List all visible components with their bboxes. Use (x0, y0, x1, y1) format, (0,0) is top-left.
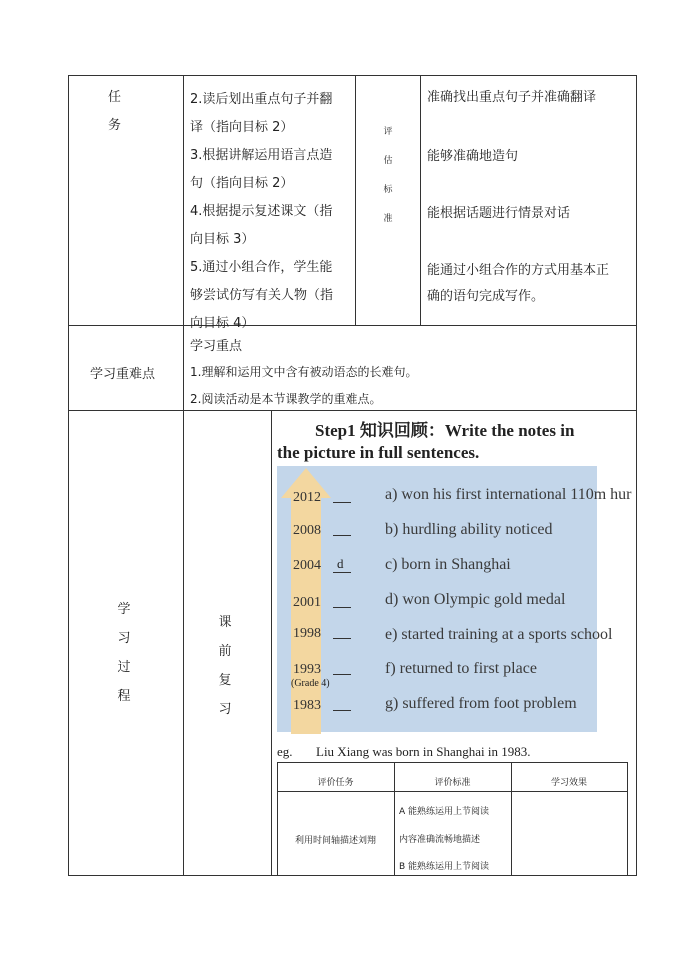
timeline-note: c) born in Shanghai (385, 556, 511, 573)
answer-blank (333, 607, 351, 608)
task-line: 够尝试仿写有关人物（指 (190, 288, 334, 303)
process-label-char: 习 (117, 631, 131, 646)
timeline-note: b) hurdling ability noticed (385, 521, 553, 538)
key-point-item: 2.阅读活动是本节课教学的重难点。 (190, 392, 382, 406)
column-divider (355, 75, 356, 325)
table-border-right (636, 75, 637, 876)
eval-table-header-divider (277, 791, 627, 792)
process-label-char: 学 (117, 602, 131, 617)
eval-standard-line: B 能熟练运用上节阅读 (399, 862, 490, 872)
timeline-note: f) returned to first place (385, 660, 537, 677)
example-sentence: Liu Xiang was born in Shanghai in 1983. (316, 744, 531, 759)
eval-standard-line: A 能熟练运用上节阅读 (399, 807, 490, 817)
table-border-bottom (68, 875, 637, 876)
answer-blank (333, 710, 351, 711)
timeline-note: g) suffered from foot problem (385, 695, 577, 712)
eval-standard-line: 内容准确流畅地描述 (399, 835, 481, 845)
answer-mark: d (337, 556, 344, 571)
task-list (190, 86, 333, 338)
eval-label-char: 准 (383, 214, 393, 224)
key-points-label: 学习重难点 (90, 367, 156, 382)
eval-header-task: 评价任务 (317, 778, 354, 788)
year-label: 1993 (293, 662, 321, 677)
row-divider (68, 325, 637, 326)
answer-blank (333, 572, 351, 573)
step-heading-cont: the picture in full sentences. (277, 443, 480, 462)
pre-review-label-char: 前 (218, 644, 232, 659)
task-label-1: 任 (108, 90, 122, 105)
eval-label-char: 评 (383, 127, 393, 137)
eval-standard-label (375, 118, 401, 234)
pre-review-label-char: 课 (218, 615, 232, 630)
year-label: 1998 (293, 626, 321, 641)
answer-blank (333, 535, 351, 536)
eval-table-top (277, 762, 627, 763)
eval-table-right (627, 762, 628, 875)
timeline-note: a) won his first international 110m hur (385, 486, 632, 503)
grade-note: (Grade 4) (291, 678, 330, 689)
criterion-4-cont: 确的语句完成写作。 (427, 289, 545, 304)
criterion-2: 能够准确地造句 (427, 149, 519, 164)
task-line: 4.根据提示复述课文（指 (190, 204, 333, 219)
timeline-note: d) won Olympic gold medal (385, 591, 566, 608)
criterion-3: 能根据话题进行情景对话 (427, 206, 571, 221)
eval-label-char: 标 (383, 185, 393, 195)
task-label-2: 务 (108, 118, 122, 133)
eval-task-cell: 利用时间轴描述刘翔 (294, 836, 376, 846)
example-prefix: eg. (277, 744, 293, 759)
task-line: 向目标 3） (190, 232, 255, 247)
process-label-char: 程 (117, 689, 131, 704)
column-divider (183, 75, 184, 876)
year-label: 1983 (293, 698, 321, 713)
year-label: 2012 (293, 490, 321, 505)
answer-blank (333, 502, 351, 503)
task-line: 5.通过小组合作，学生能 (190, 260, 333, 275)
key-points-heading: 学习重点 (190, 339, 243, 354)
eval-label-char: 估 (383, 156, 393, 166)
criterion-1: 准确找出重点句子并准确翻译 (427, 90, 597, 105)
step-heading: Step1 知识回顾：Write the notes in (315, 421, 575, 440)
pre-review-label-char: 习 (218, 702, 232, 717)
answer-blank (333, 674, 351, 675)
process-label-char: 过 (117, 660, 131, 675)
year-label: 2001 (293, 595, 321, 610)
timeline-note: e) started training at a sports school (385, 626, 613, 643)
task-line: 句（指向目标 2） (190, 176, 294, 191)
pre-review-label (213, 608, 237, 724)
criterion-4: 能通过小组合作的方式用基本正 (427, 263, 610, 278)
table-border-top (68, 75, 637, 76)
eval-header-standard: 评价标准 (434, 778, 471, 788)
task-line: 向目标 4） (190, 316, 255, 331)
table-border-left (68, 75, 69, 876)
column-divider (420, 75, 421, 325)
year-label: 2004 (293, 558, 321, 573)
process-label (112, 595, 136, 711)
key-point-item: 1.理解和运用文中含有被动语态的长难句。 (190, 365, 418, 379)
task-line: 3.根据讲解运用语言点造 (190, 148, 333, 163)
eval-header-effect: 学习效果 (550, 778, 587, 788)
year-label: 2008 (293, 523, 321, 538)
pre-review-label-char: 复 (218, 673, 232, 688)
task-line: 2.读后划出重点句子并翻 (190, 92, 333, 107)
answer-blank (333, 638, 351, 639)
column-divider (271, 410, 272, 876)
row-divider (68, 410, 637, 411)
timeline-picture (277, 466, 632, 732)
task-line: 译（指向目标 2） (190, 120, 294, 135)
